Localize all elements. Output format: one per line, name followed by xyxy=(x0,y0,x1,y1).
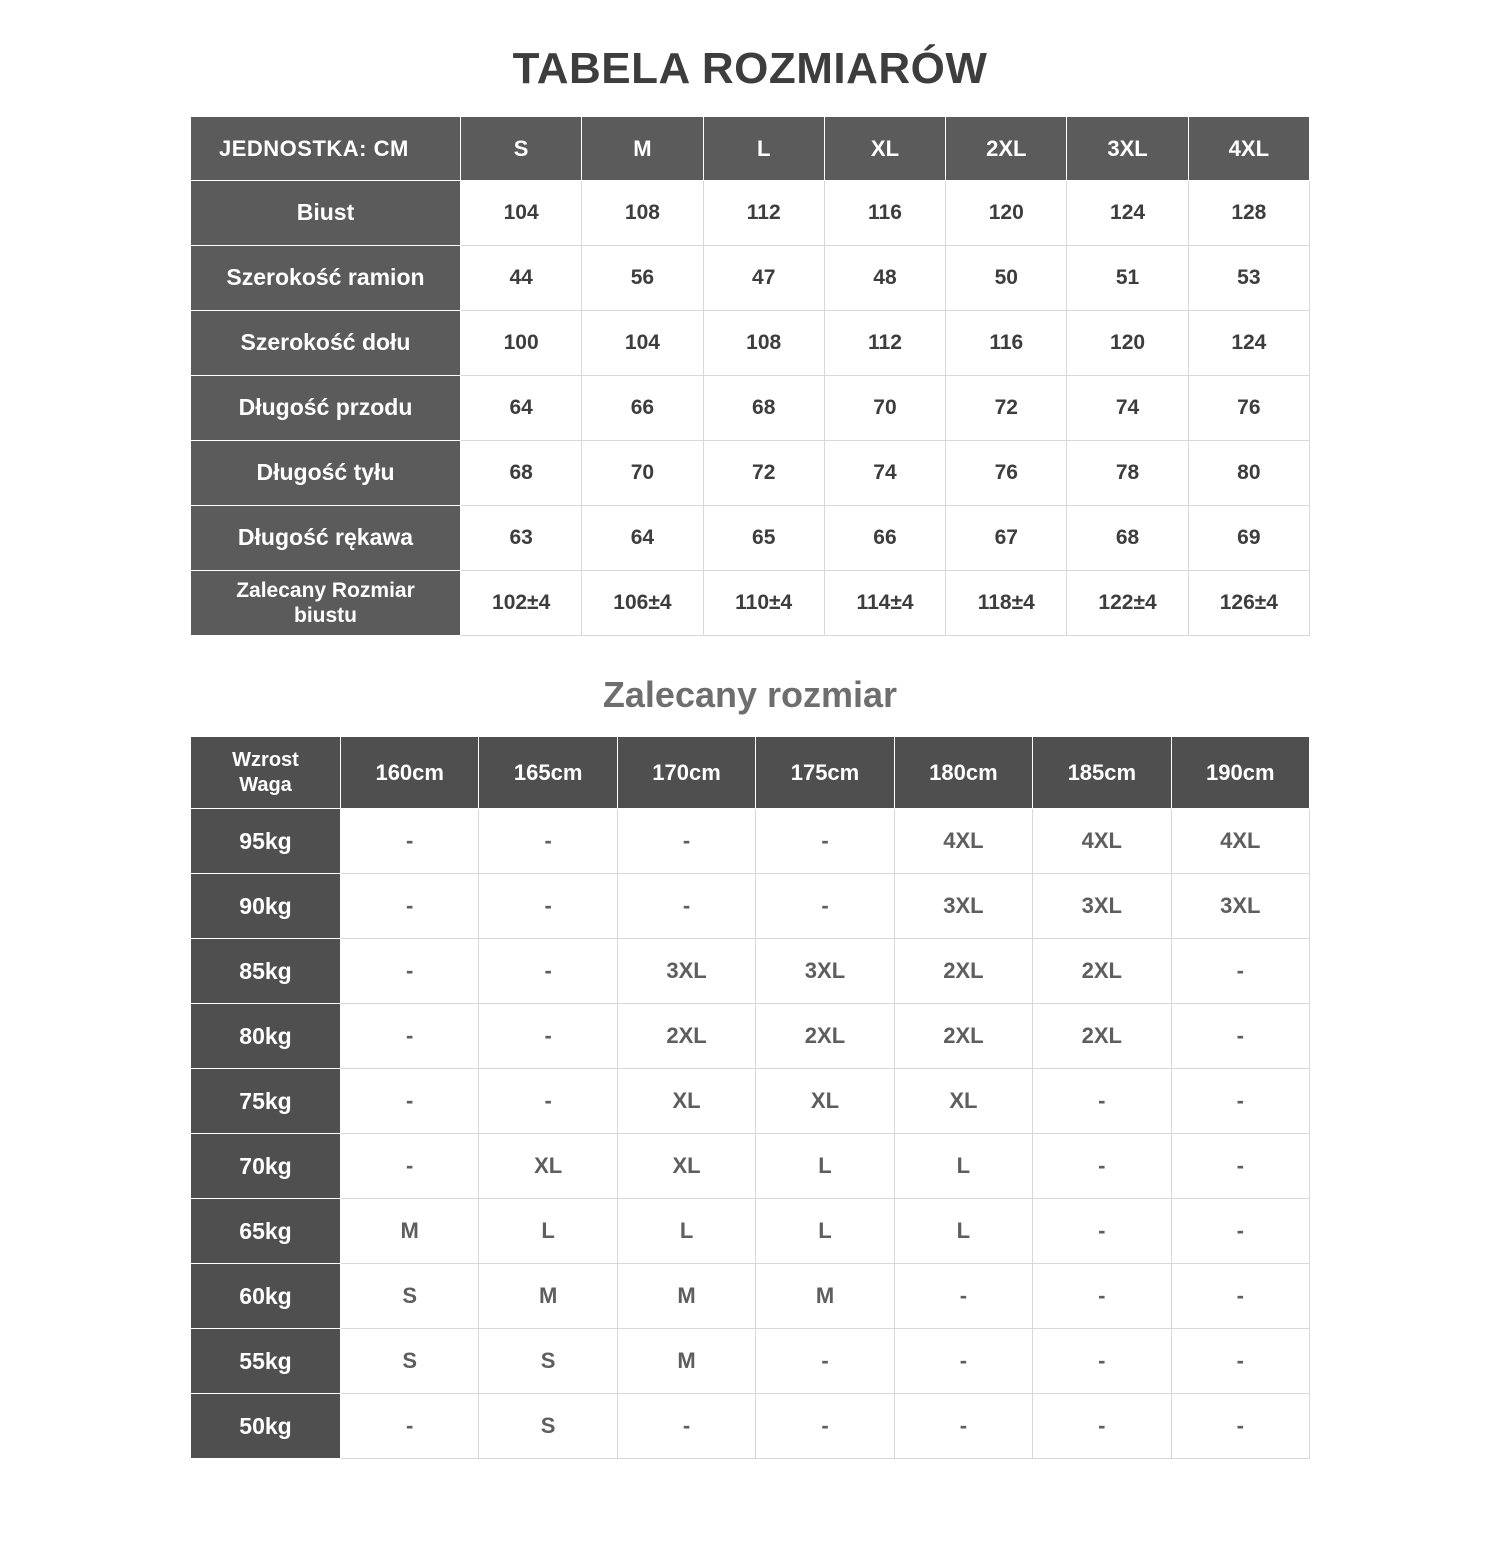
rec-cell-75-175: XL xyxy=(756,1069,894,1134)
cell-tylu-l: 72 xyxy=(703,441,824,506)
cell-rekawa-m: 64 xyxy=(582,506,703,571)
cell-dolu-3xl: 120 xyxy=(1067,311,1188,376)
table-row xyxy=(191,441,1310,506)
cell-rekawa-4xl: 69 xyxy=(1188,506,1309,571)
rec-cell-90-175: - xyxy=(756,874,894,939)
rec-cell-70-165: XL xyxy=(479,1134,617,1199)
rec-col-170: 170cm xyxy=(617,737,755,809)
rec-row-label-95kg: 95kg xyxy=(191,809,341,874)
rec-cell-85-180: 2XL xyxy=(894,939,1032,1004)
rec-cell-55-185: - xyxy=(1033,1329,1171,1394)
cell-biust-4xl: 128 xyxy=(1188,181,1309,246)
rec-cell-95-170: - xyxy=(617,809,755,874)
rec-cell-95-180: 4XL xyxy=(894,809,1032,874)
rec-cell-75-190: - xyxy=(1171,1069,1309,1134)
table-row xyxy=(191,376,1310,441)
rec-row-label-85kg: 85kg xyxy=(191,939,341,1004)
size-table-col-xl: XL xyxy=(824,117,945,181)
rec-cell-80-165: - xyxy=(479,1004,617,1069)
corner-label-weight: Waga xyxy=(239,773,292,796)
cell-przodu-3xl: 74 xyxy=(1067,376,1188,441)
table-row xyxy=(191,939,1310,1004)
page-title: TABELA ROZMIARÓW xyxy=(512,44,988,93)
cell-zalecany-4xl: 126±4 xyxy=(1188,571,1309,636)
size-measurements-table xyxy=(190,116,1310,636)
cell-tylu-3xl: 78 xyxy=(1067,441,1188,506)
cell-biust-l: 112 xyxy=(703,181,824,246)
rec-row-label-90kg: 90kg xyxy=(191,874,341,939)
cell-ramion-4xl: 53 xyxy=(1188,246,1309,311)
cell-ramion-m: 56 xyxy=(582,246,703,311)
rec-row-label-55kg: 55kg xyxy=(191,1329,341,1394)
rec-cell-50-190: - xyxy=(1171,1394,1309,1459)
cell-zalecany-s: 102±4 xyxy=(461,571,582,636)
rec-cell-70-160: - xyxy=(341,1134,479,1199)
rec-cell-60-175: M xyxy=(756,1264,894,1329)
rec-table-body xyxy=(191,809,1310,1459)
rec-row-label-80kg: 80kg xyxy=(191,1004,341,1069)
rec-cell-95-175: - xyxy=(756,809,894,874)
rec-cell-55-165: S xyxy=(479,1329,617,1394)
cell-zalecany-2xl: 118±4 xyxy=(946,571,1067,636)
row-label-szerokosc-dolu: Szerokość dołu xyxy=(191,311,461,376)
size-chart-page xyxy=(0,44,1500,1544)
table-row xyxy=(191,311,1310,376)
size-table-head xyxy=(191,117,1310,181)
rec-cell-50-170: - xyxy=(617,1394,755,1459)
rec-cell-65-185: - xyxy=(1033,1199,1171,1264)
rec-cell-75-170: XL xyxy=(617,1069,755,1134)
cell-ramion-s: 44 xyxy=(461,246,582,311)
table-row xyxy=(191,506,1310,571)
rec-cell-85-190: - xyxy=(1171,939,1309,1004)
rec-cell-90-160: - xyxy=(341,874,479,939)
cell-rekawa-s: 63 xyxy=(461,506,582,571)
rec-cell-55-170: M xyxy=(617,1329,755,1394)
rec-cell-50-175: - xyxy=(756,1394,894,1459)
rec-row-label-75kg: 75kg xyxy=(191,1069,341,1134)
cell-przodu-l: 68 xyxy=(703,376,824,441)
rec-table-corner-label xyxy=(191,737,341,809)
cell-ramion-l: 47 xyxy=(703,246,824,311)
table-row xyxy=(191,181,1310,246)
cell-dolu-4xl: 124 xyxy=(1188,311,1309,376)
rec-cell-75-160: - xyxy=(341,1069,479,1134)
rec-cell-60-185: - xyxy=(1033,1264,1171,1329)
cell-biust-m: 108 xyxy=(582,181,703,246)
cell-zalecany-xl: 114±4 xyxy=(824,571,945,636)
row-label-biust: Biust xyxy=(191,181,461,246)
rec-cell-60-165: M xyxy=(479,1264,617,1329)
rec-cell-95-185: 4XL xyxy=(1033,809,1171,874)
size-table-body xyxy=(191,181,1310,636)
rec-col-190: 190cm xyxy=(1171,737,1309,809)
cell-dolu-s: 100 xyxy=(461,311,582,376)
rec-cell-80-160: - xyxy=(341,1004,479,1069)
rec-cell-80-175: 2XL xyxy=(756,1004,894,1069)
corner-label-height: Wzrost xyxy=(232,748,299,771)
size-table-unit-label: JEDNOSTKA: CM xyxy=(191,117,461,181)
cell-biust-xl: 116 xyxy=(824,181,945,246)
size-table-col-l: L xyxy=(703,117,824,181)
rec-cell-80-185: 2XL xyxy=(1033,1004,1171,1069)
rec-cell-50-180: - xyxy=(894,1394,1032,1459)
rec-cell-50-185: - xyxy=(1033,1394,1171,1459)
table-row xyxy=(191,874,1310,939)
rec-cell-60-180: - xyxy=(894,1264,1032,1329)
cell-przodu-s: 64 xyxy=(461,376,582,441)
rec-cell-60-190: - xyxy=(1171,1264,1309,1329)
rec-cell-75-165: - xyxy=(479,1069,617,1134)
cell-tylu-4xl: 80 xyxy=(1188,441,1309,506)
rec-cell-65-190: - xyxy=(1171,1199,1309,1264)
cell-biust-3xl: 124 xyxy=(1067,181,1188,246)
rec-cell-85-165: - xyxy=(479,939,617,1004)
rec-cell-90-165: - xyxy=(479,874,617,939)
cell-ramion-xl: 48 xyxy=(824,246,945,311)
rec-col-185: 185cm xyxy=(1033,737,1171,809)
cell-rekawa-2xl: 67 xyxy=(946,506,1067,571)
rec-cell-90-185: 3XL xyxy=(1033,874,1171,939)
size-table-col-4xl: 4XL xyxy=(1188,117,1309,181)
rec-cell-90-180: 3XL xyxy=(894,874,1032,939)
row-label-dlugosc-rekawa: Długość rękawa xyxy=(191,506,461,571)
table-row xyxy=(191,246,1310,311)
rec-cell-60-160: S xyxy=(341,1264,479,1329)
table-row xyxy=(191,1264,1310,1329)
rec-cell-55-175: - xyxy=(756,1329,894,1394)
table-row xyxy=(191,1199,1310,1264)
row-label-dlugosc-tylu: Długość tyłu xyxy=(191,441,461,506)
rec-table-head xyxy=(191,737,1310,809)
cell-biust-s: 104 xyxy=(461,181,582,246)
rec-row-label-60kg: 60kg xyxy=(191,1264,341,1329)
rec-col-165: 165cm xyxy=(479,737,617,809)
cell-przodu-4xl: 76 xyxy=(1188,376,1309,441)
rec-cell-55-160: S xyxy=(341,1329,479,1394)
rec-cell-60-170: M xyxy=(617,1264,755,1329)
cell-rekawa-3xl: 68 xyxy=(1067,506,1188,571)
row-label-szerokosc-ramion: Szerokość ramion xyxy=(191,246,461,311)
rec-table-header-row xyxy=(191,737,1310,809)
rec-col-180: 180cm xyxy=(894,737,1032,809)
rec-cell-50-165: S xyxy=(479,1394,617,1459)
rec-col-160: 160cm xyxy=(341,737,479,809)
rec-cell-70-185: - xyxy=(1033,1134,1171,1199)
size-table-col-3xl: 3XL xyxy=(1067,117,1188,181)
rec-cell-65-160: M xyxy=(341,1199,479,1264)
rec-cell-65-175: L xyxy=(756,1199,894,1264)
table-row xyxy=(191,1329,1310,1394)
recommended-size-table xyxy=(190,736,1310,1459)
rec-cell-85-160: - xyxy=(341,939,479,1004)
cell-tylu-2xl: 76 xyxy=(946,441,1067,506)
cell-zalecany-m: 106±4 xyxy=(582,571,703,636)
size-table-col-2xl: 2XL xyxy=(946,117,1067,181)
rec-cell-65-165: L xyxy=(479,1199,617,1264)
size-table-header-row xyxy=(191,117,1310,181)
cell-rekawa-xl: 66 xyxy=(824,506,945,571)
rec-row-label-65kg: 65kg xyxy=(191,1199,341,1264)
rec-cell-95-160: - xyxy=(341,809,479,874)
table-row xyxy=(191,1069,1310,1134)
cell-przodu-2xl: 72 xyxy=(946,376,1067,441)
rec-cell-50-160: - xyxy=(341,1394,479,1459)
cell-ramion-3xl: 51 xyxy=(1067,246,1188,311)
rec-cell-55-190: - xyxy=(1171,1329,1309,1394)
table-row xyxy=(191,1134,1310,1199)
cell-ramion-2xl: 50 xyxy=(946,246,1067,311)
rec-row-label-50kg: 50kg xyxy=(191,1394,341,1459)
rec-cell-80-170: 2XL xyxy=(617,1004,755,1069)
cell-biust-2xl: 120 xyxy=(946,181,1067,246)
section-title-recommended-size: Zalecany rozmiar xyxy=(602,674,898,715)
size-table-col-m: M xyxy=(582,117,703,181)
rec-cell-65-180: L xyxy=(894,1199,1032,1264)
rec-cell-85-185: 2XL xyxy=(1033,939,1171,1004)
rec-cell-90-170: - xyxy=(617,874,755,939)
row-label-dlugosc-przodu: Długość przodu xyxy=(191,376,461,441)
cell-rekawa-l: 65 xyxy=(703,506,824,571)
cell-dolu-l: 108 xyxy=(703,311,824,376)
rec-cell-85-175: 3XL xyxy=(756,939,894,1004)
rec-cell-70-180: L xyxy=(894,1134,1032,1199)
rec-cell-55-180: - xyxy=(894,1329,1032,1394)
rec-cell-70-190: - xyxy=(1171,1134,1309,1199)
table-row xyxy=(191,809,1310,874)
table-row xyxy=(191,1394,1310,1459)
table-row xyxy=(191,1004,1310,1069)
cell-dolu-xl: 112 xyxy=(824,311,945,376)
rec-cell-70-170: XL xyxy=(617,1134,755,1199)
cell-zalecany-l: 110±4 xyxy=(703,571,824,636)
cell-tylu-xl: 74 xyxy=(824,441,945,506)
rec-cell-65-170: L xyxy=(617,1199,755,1264)
cell-tylu-m: 70 xyxy=(582,441,703,506)
cell-przodu-xl: 70 xyxy=(824,376,945,441)
cell-przodu-m: 66 xyxy=(582,376,703,441)
rec-cell-75-185: - xyxy=(1033,1069,1171,1134)
rec-cell-75-180: XL xyxy=(894,1069,1032,1134)
rec-row-label-70kg: 70kg xyxy=(191,1134,341,1199)
rec-cell-70-175: L xyxy=(756,1134,894,1199)
cell-zalecany-3xl: 122±4 xyxy=(1067,571,1188,636)
cell-dolu-2xl: 116 xyxy=(946,311,1067,376)
rec-cell-80-190: - xyxy=(1171,1004,1309,1069)
rec-col-175: 175cm xyxy=(756,737,894,809)
table-row xyxy=(191,571,1310,636)
row-label-zalecany-rozmiar-biustu: Zalecany Rozmiar biustu xyxy=(191,571,461,636)
cell-tylu-s: 68 xyxy=(461,441,582,506)
rec-cell-90-190: 3XL xyxy=(1171,874,1309,939)
cell-dolu-m: 104 xyxy=(582,311,703,376)
rec-cell-95-165: - xyxy=(479,809,617,874)
rec-cell-95-190: 4XL xyxy=(1171,809,1309,874)
size-table-col-s: S xyxy=(461,117,582,181)
rec-cell-85-170: 3XL xyxy=(617,939,755,1004)
rec-cell-80-180: 2XL xyxy=(894,1004,1032,1069)
